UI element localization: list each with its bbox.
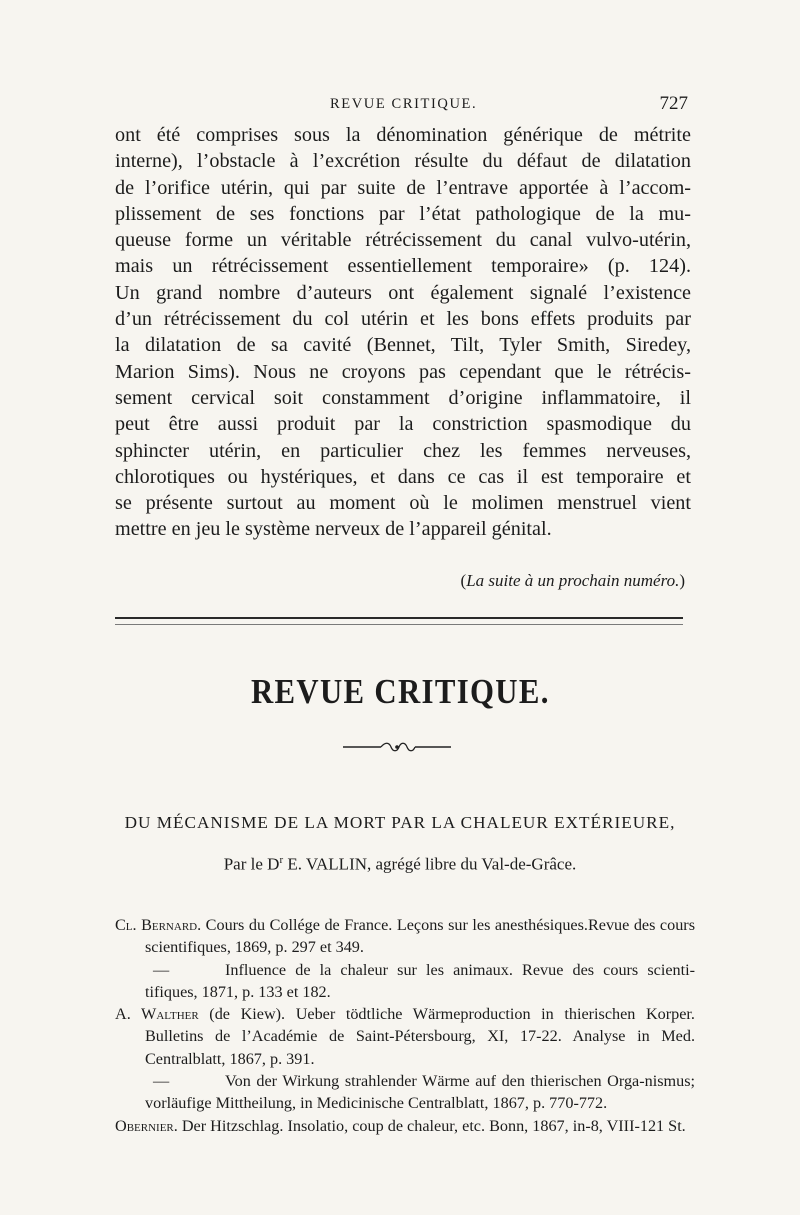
body-line: se présente surtout au moment où le molimen menstruel vient: [115, 492, 691, 515]
running-title: REVUE CRITIQUE.: [330, 96, 478, 112]
byline-superscript: r: [279, 854, 284, 866]
continuation-note: [461, 571, 685, 591]
running-head: [330, 93, 690, 120]
bibliography-dash: —: [153, 960, 170, 979]
article-title: DU MÉCANISME DE LA MORT PAR LA CHALEUR EXTÉRIEURE,: [124, 813, 676, 832]
body-line: Marion Sims). Nous ne croyons pas cependant que le rétrécis-: [115, 360, 691, 383]
page-number: 727: [659, 93, 688, 114]
bibliography-entry: [115, 1115, 695, 1137]
continuation-text: La suite à un prochain numéro.: [466, 571, 680, 590]
bibliography-author: A. Walther: [115, 1005, 199, 1024]
body-line: la dilatation de sa cavité (Bennet, Tilt, Tyler Smith, Siredey,: [115, 334, 691, 357]
bibliography-dash: —: [153, 1072, 170, 1091]
body-line: mettre en jeu le système nerveux de l’appareil génital.: [115, 518, 552, 541]
section-title: REVUE CRITIQUE.: [250, 672, 550, 711]
body-line: Un grand nombre d’auteurs ont également signalé l’existence: [115, 281, 691, 304]
continuation-open-paren: (: [460, 571, 467, 590]
bibliography-text: Von der Wirkung strahlender Wärme auf den thierischen Orga-nismus; vorläufige Mittheilung, in Medicinische Centralblatt, 1867, p. 770-772.: [145, 1072, 695, 1113]
body-line: chlorotiques ou hystériques, et dans ce cas il est temporaire et: [115, 465, 691, 488]
body-line: queuse forme un véritable rétrécissement du canal vulvo-utérin,: [115, 229, 691, 252]
bibliography-entry: [115, 959, 695, 1004]
body-paragraph: [115, 122, 691, 543]
bibliography-text: Der Hitzschlag. Insolatio, coup de chaleur, etc. Bonn, 1867, in-8, VIII-121 St.: [177, 1116, 686, 1135]
bibliography-entry: [115, 1070, 695, 1115]
ornament-divider-icon: [343, 740, 451, 754]
body-line: de l’orifice utérin, qui par suite de l’entrave apportée à l’accom-: [115, 176, 691, 199]
body-line: d’un rétrécissement du col utérin et les bons effets produits par: [115, 308, 691, 331]
body-line: sement cervical soit constamment d’origine inflammatoire, il: [115, 386, 691, 409]
body-line: plissement de ses fonctions par l’état pathologique de la mu-: [115, 202, 691, 225]
bibliography-entry: [115, 914, 695, 959]
body-line: ont été comprises sous la dénomination générique de métrite: [115, 124, 691, 146]
byline-author: E. VALLIN, agrégé libre du Val-de-Grâce.: [283, 854, 577, 874]
section-divider-rule: [115, 617, 683, 625]
body-line: mais un rétrécissement essentiellement temporaire» (p. 124).: [115, 255, 691, 278]
bibliography-author: Cl. Bernard.: [115, 916, 202, 934]
continuation-close-paren: ): [679, 571, 685, 590]
body-line: interne), l’obstacle à l’excrétion résulte du défaut de dilatation: [115, 150, 691, 173]
byline-prefix: Par le D: [223, 854, 280, 874]
bibliography-entry: [115, 1003, 695, 1070]
body-line: peut être aussi produit par la constriction spasmodique du: [115, 413, 691, 436]
bibliography-text: Influence de la chaleur sur les animaux. Revue des cours scienti-tifiques, 1871, p. 133 et 182.: [145, 960, 695, 1001]
body-line: sphincter utérin, en particulier chez les femmes nerveuses,: [115, 439, 691, 462]
bibliography-text: Cours du Collége de France. Leçons sur les anesthésiques.Revue des cours scientifiques, 1869, p. 297 et 349.: [145, 916, 695, 957]
bibliography-text: (de Kiew). Ueber tödtliche Wärmeproduction in thierischen Korper. Bulletins de l’Académie de Saint-Pétersbourg, XI, 17-22. Analyse in Med. Centralblatt, 1867, p. 391.: [145, 1005, 695, 1068]
article-byline: [115, 854, 685, 875]
bibliography: [115, 914, 695, 1137]
bibliography-author: Obernier.: [115, 1116, 178, 1135]
